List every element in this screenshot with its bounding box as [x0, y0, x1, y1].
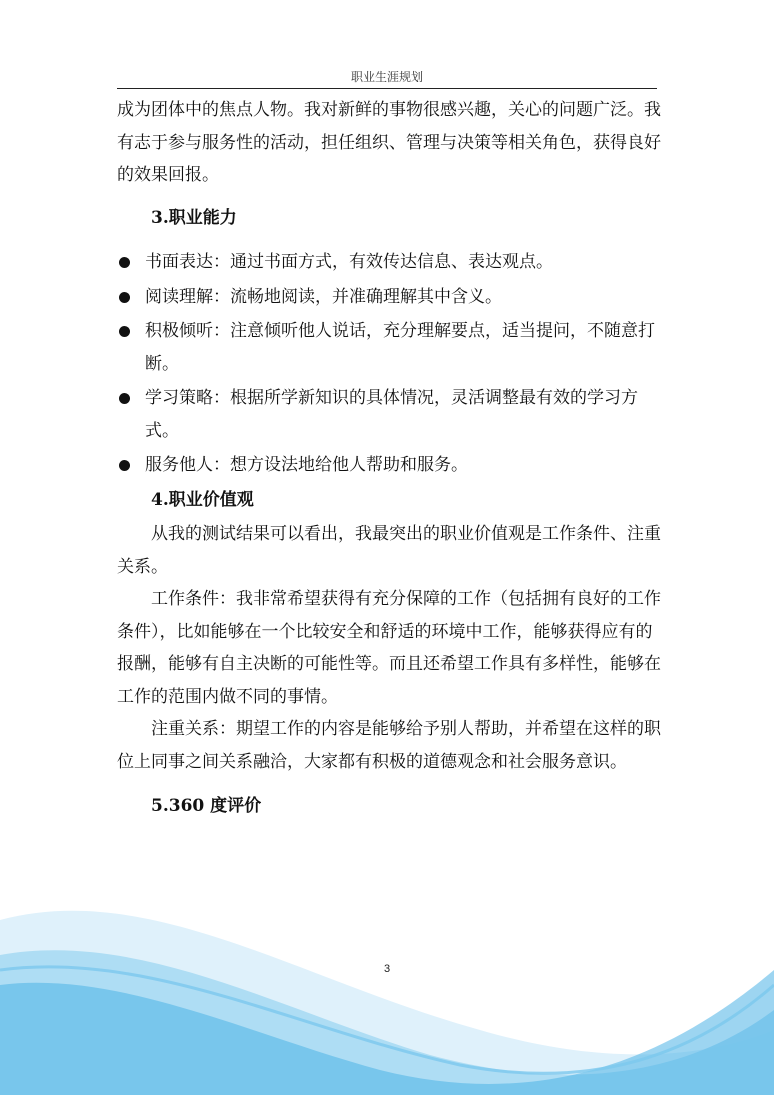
list-item-text: 积极倾听：注意倾听他人说话，充分理解要点，适当提问，不随意打断。	[145, 321, 655, 374]
bullet-icon	[119, 460, 130, 471]
section-heading-5: 5.360 度评价	[151, 796, 262, 816]
list-item	[117, 382, 662, 447]
list-item	[117, 281, 662, 314]
bullet-icon	[119, 257, 130, 268]
bullet-icon	[119, 393, 130, 404]
list-item-text: 学习策略：根据所学新知识的具体情况，灵活调整最有效的学习方式。	[145, 388, 638, 441]
values-paragraph: 工作条件：我非常希望获得有充分保障的工作（包括拥有良好的工作条件），比如能够在一个比较安全和舒适的环境中工作，能够获得应有的报酬，能够有自主决断的可能性等。而且还希望工作具有多样性，能够在工作的范围内做不同的事情。	[117, 589, 661, 707]
section-heading-4: 4.职业价值观	[151, 489, 254, 510]
list-item-text: 阅读理解：流畅地阅读，并准确理解其中含义。	[145, 286, 502, 307]
values-paragraph: 从我的测试结果可以看出，我最突出的职业价值观是工作条件、注重关系。	[117, 524, 661, 577]
list-item-text: 服务他人：想方设法地给他人帮助和服务。	[145, 455, 468, 475]
list-item	[117, 246, 662, 279]
ability-list	[117, 246, 662, 482]
page-number: 3	[383, 963, 391, 975]
intro-paragraph: 成为团体中的焦点人物。我对新鲜的事物很感兴趣，关心的问题广泛。我有志于参与服务性的活动，担任组织、管理与决策等相关角色，获得良好的效果回报。	[117, 100, 661, 185]
values-paragraph: 注重关系：期望工作的内容是能够给予别人帮助，并希望在这样的职位上同事之间关系融洽，大家都有积极的道德观念和社会服务意识。	[117, 719, 661, 772]
bullet-icon	[119, 292, 130, 303]
list-item-text: 书面表达：通过书面方式，有效传达信息、表达观点。	[145, 252, 553, 272]
section-heading-3: 3.职业能力	[151, 207, 237, 228]
list-item	[117, 449, 662, 482]
bullet-icon	[119, 326, 130, 337]
decorative-wave-graphic	[0, 860, 774, 1095]
running-header: 职业生涯规划	[350, 70, 423, 84]
header-divider	[117, 88, 657, 89]
list-item	[117, 315, 662, 380]
page-content	[117, 94, 662, 823]
